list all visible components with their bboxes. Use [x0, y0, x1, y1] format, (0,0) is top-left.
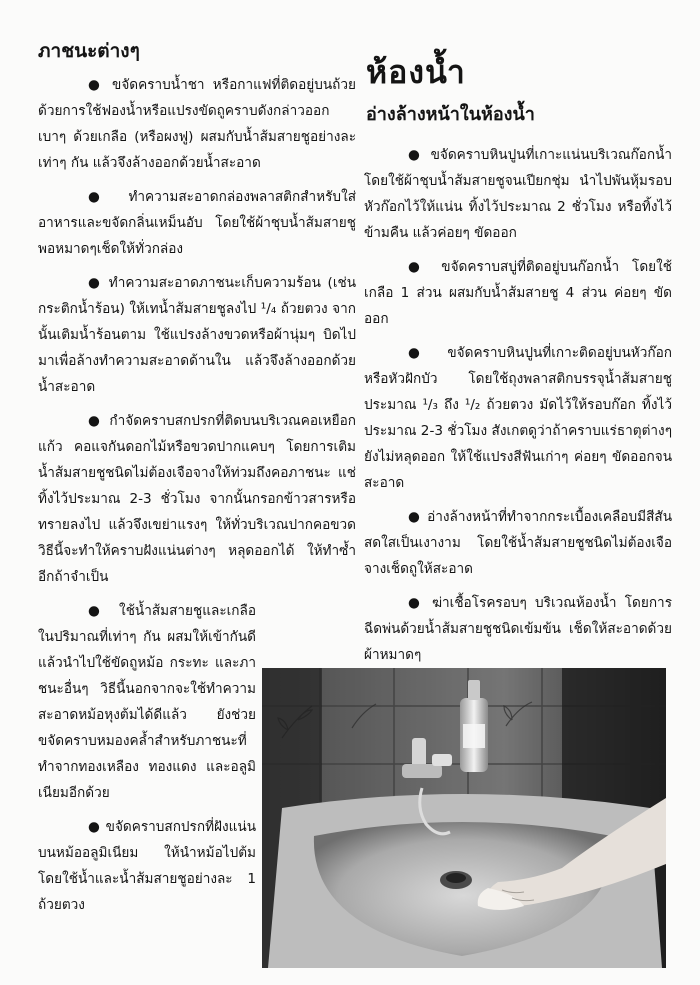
paragraph-ceramic-basin: ● อ่างล้างหน้าที่ทำจากกระเบื้องเคลือบมีสีสันสดใสเป็นเงางาม โดยใช้น้ำส้มสายชูชนิดไม่ต้องเจือจางเช็ดถูให้สะอาด	[364, 509, 672, 577]
paragraph-tea-stain: ● ขจัดคราบน้ำชา หรือกาแฟที่ติดอยู่บนถ้วย ด้วยการใช้ฟองน้ำหรือแปรงขัดถูคราบดังกล่าวออกเบาๆ ด้วยเกลือ (หรือผงฟู) ผสมกับน้ำส้มสายชูอย่างละเท่าๆ กัน แล้วจึงล้างออกด้วยน้ำสะอาด	[38, 77, 356, 171]
washbasin-subtitle: อ่างล้างหน้าในห้องน้ำ	[366, 104, 535, 125]
bathroom-title: ห้องน้ำ	[366, 53, 466, 91]
section-heading-containers: ภาชนะต่างๆ	[38, 40, 140, 62]
paragraph-plastic-box: ● ทำความสะอาดกล่องพลาสติกสำหรับใส่อาหารและขจัดกลิ่นเหม็นอับ โดยใช้ผ้าชุบน้ำส้มสายชูพอหมาดๆเช็ดให้ทั่วกล่อง	[38, 189, 356, 257]
paragraph-disinfect: ● ฆ่าเชื้อโรครอบๆ บริเวณห้องน้ำ โดยการฉีดพ่นด้วยน้ำส้มสายชูชนิดเข้มข้น เช็ดให้สะอาดด้วยผ้าหมาดๆ	[364, 595, 672, 663]
paragraph-faucet-limescale: ● ขจัดคราบหินปูนที่เกาะแน่นบริเวณก๊อกน้ำ โดยใช้ผ้าชุบน้ำส้มสายชูจนเปียกชุ่ม นำไปพันหุ้มรอบหัวก๊อกไว้ให้แน่น ทิ้งไว้ประมาณ 2 ชั่วโมง หรือทิ้งไว้ข้ามคืน แล้วค่อยๆ ขัดออก	[364, 147, 672, 241]
paragraph-salt-vinegar: ● ใช้น้ำส้มสายชูและเกลือในปริมาณที่เท่าๆ กัน ผสมให้เข้ากันดี แล้วนำไปใช้ขัดถูหม้อ กระทะ และภาชนะอื่นๆ วิธีนี้นอกจากจะใช้ทำความสะอาดหม้อหุงต้มได้ดีแล้ว ยังช่วยขจัดคราบหมองคล้ำสำหรับภาชนะที่ทำจากทองเหลือง ทองแดง และอลูมิเนียมอีกด้วย	[38, 603, 256, 801]
right-column	[364, 52, 672, 676]
paragraph-showerhead: ● ขจัดคราบหินปูนที่เกาะติดอยู่บนหัวก๊อกหรือหัวฝักบัว โดยใช้ถุงพลาสติกบรรจุน้ำส้มสายชูประมาณ ¹/₃ ถึง ¹/₂ ถ้วยตวง มัดไว้ให้รอบก๊อก ทิ้งไว้ประมาณ 2-3 ชั่วโมง สังเกตดูว่าถ้าคราบแร่ธาตุต่างๆ ยังไม่หลุดออก ให้ใช้แปรงสีฟันเก่าๆ ค่อยๆ ขัดออกจนสะอาด	[364, 345, 672, 491]
paragraph-thermos: ● ทำความสะอาดภาชนะเก็บความร้อน (เช่น กระติกน้ำร้อน) ให้เทน้ำส้มสายชูลงไป ¹/₄ ถ้วยตวง จากนั้นเติมน้ำร้อนตาม ใช้แปรงล้างขวดหรือผ้านุ่มๆ บิดไปมาเพื่อล้างทำความสะอาดด้านใน แล้วจึงล้างออกด้วยน้ำสะอาด	[38, 275, 356, 395]
paragraph-soap-residue: ● ขจัดคราบสบู่ที่ติดอยู่บนก๊อกน้ำ โดยใช้เกลือ 1 ส่วน ผสมกับน้ำส้มสายชู 4 ส่วน ค่อยๆ ขัดออก	[364, 259, 672, 327]
paragraph-narrow-neck: ● กำจัดคราบสกปรกที่ติดบนบริเวณคอเหยือกแก้ว คอแจกันดอกไม้หรือขวดปากแคบๆ โดยการเติมน้ำส้มสายชูชนิดไม่ต้องเจือจางให้ท่วมถึงคอภาชนะ แช่ทิ้งไว้ประมาณ 2-3 ชั่วโมง จากนั้นกรอกข้าวสารหรือทรายลงไป แล้วจึงเขย่าแรงๆ ให้ทั่วบริเวณปากคอขวด วิธีนี้จะทำให้คราบฝังแน่นต่างๆ หลุดออกได้ ให้ทำซ้ำอีกถ้าจำเป็น	[38, 413, 356, 585]
sink-cleaning-photo	[262, 668, 666, 968]
paragraph-aluminium-pot: ● ขจัดคราบสกปรกที่ฝังแน่นบนหม้ออลูมิเนียม ให้นำหม้อไปต้มโดยใช้น้ำและน้ำส้มสายชูอย่างละ 1 ถ้วยตวง	[38, 819, 256, 913]
sink-photo-illustration	[262, 668, 666, 968]
